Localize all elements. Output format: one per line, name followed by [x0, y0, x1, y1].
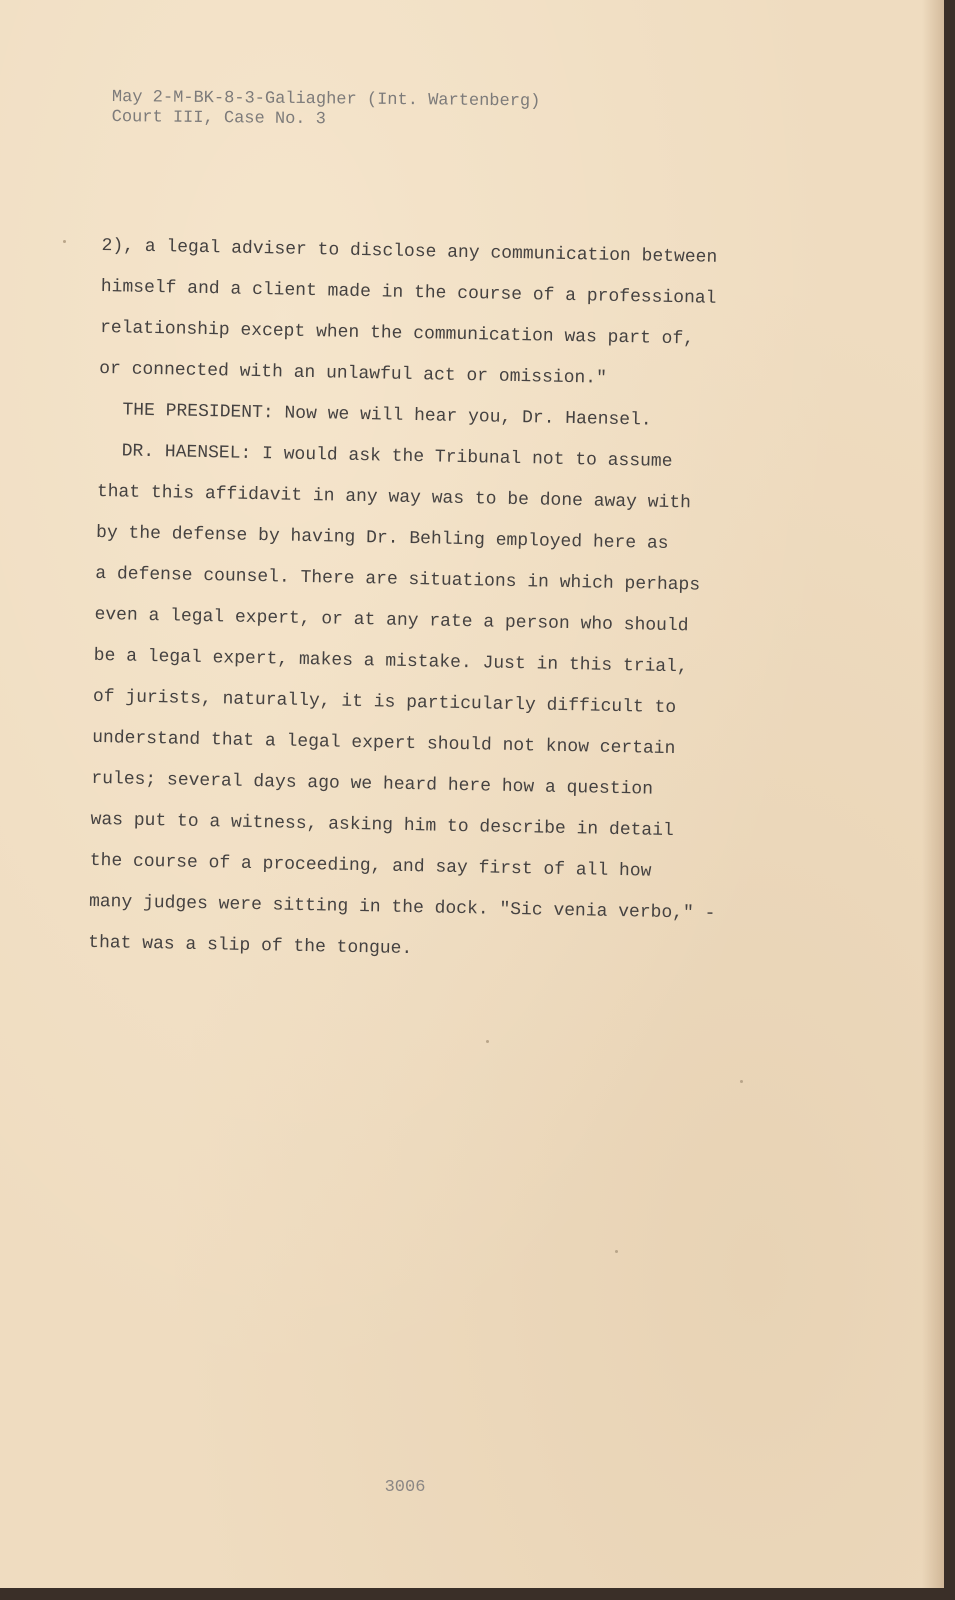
body-line: of jurists, naturally, it is particularly difficult to	[92, 686, 677, 719]
body-line: even a legal expert, or at any rate a person who should	[94, 604, 689, 637]
body-line: by the defense by having Dr. Behling employed here as	[95, 522, 669, 554]
body-line: many judges were sitting in the dock. "Sic venia verbo," -	[88, 891, 716, 924]
body-line: be a legal expert, makes a mistake. Just in this trial,	[93, 645, 688, 678]
body-line: understand that a legal expert should not know certain	[91, 727, 676, 760]
body-line: the course of a proceeding, and say first of all how	[89, 850, 652, 882]
body-line: or connected with an unlawful act or omission."	[99, 358, 608, 389]
body-line: THE PRESIDENT: Now we will hear you, Dr. Haensel.	[122, 400, 652, 431]
header-line-1: May 2-M-BK-8-3-Galiagher (Int. Wartenberg)	[111, 88, 541, 112]
header-line-2: Court III, Case No. 3	[111, 107, 327, 130]
body-line: that this affidavit in any way was to be done away with	[96, 481, 692, 514]
paper-speck	[63, 240, 66, 243]
body-line: himself and a client made in the course of a professional	[100, 276, 717, 309]
body-line: rules; several days ago we heard here how a question	[91, 768, 654, 800]
body-line: 2), a legal adviser to disclose any communication between	[101, 235, 718, 268]
document-header	[112, 88, 541, 132]
body-line: relationship except when the communication was part of,	[99, 317, 695, 350]
page-edge-shadow	[922, 0, 944, 1588]
page-number: 3006	[384, 1478, 426, 1497]
transcript-body	[88, 226, 822, 978]
paper-speck	[615, 1250, 618, 1253]
body-line: that was a slip of the tongue.	[88, 932, 413, 960]
body-line: a defense counsel. There are situations in which perhaps	[95, 563, 701, 596]
body-line: was put to a witness, asking him to describe in detail	[90, 809, 674, 842]
body-line: DR. HAENSEL: I would ask the Tribunal not to assume	[121, 441, 673, 472]
paper-speck	[486, 1040, 489, 1043]
paper-speck	[740, 1080, 743, 1083]
